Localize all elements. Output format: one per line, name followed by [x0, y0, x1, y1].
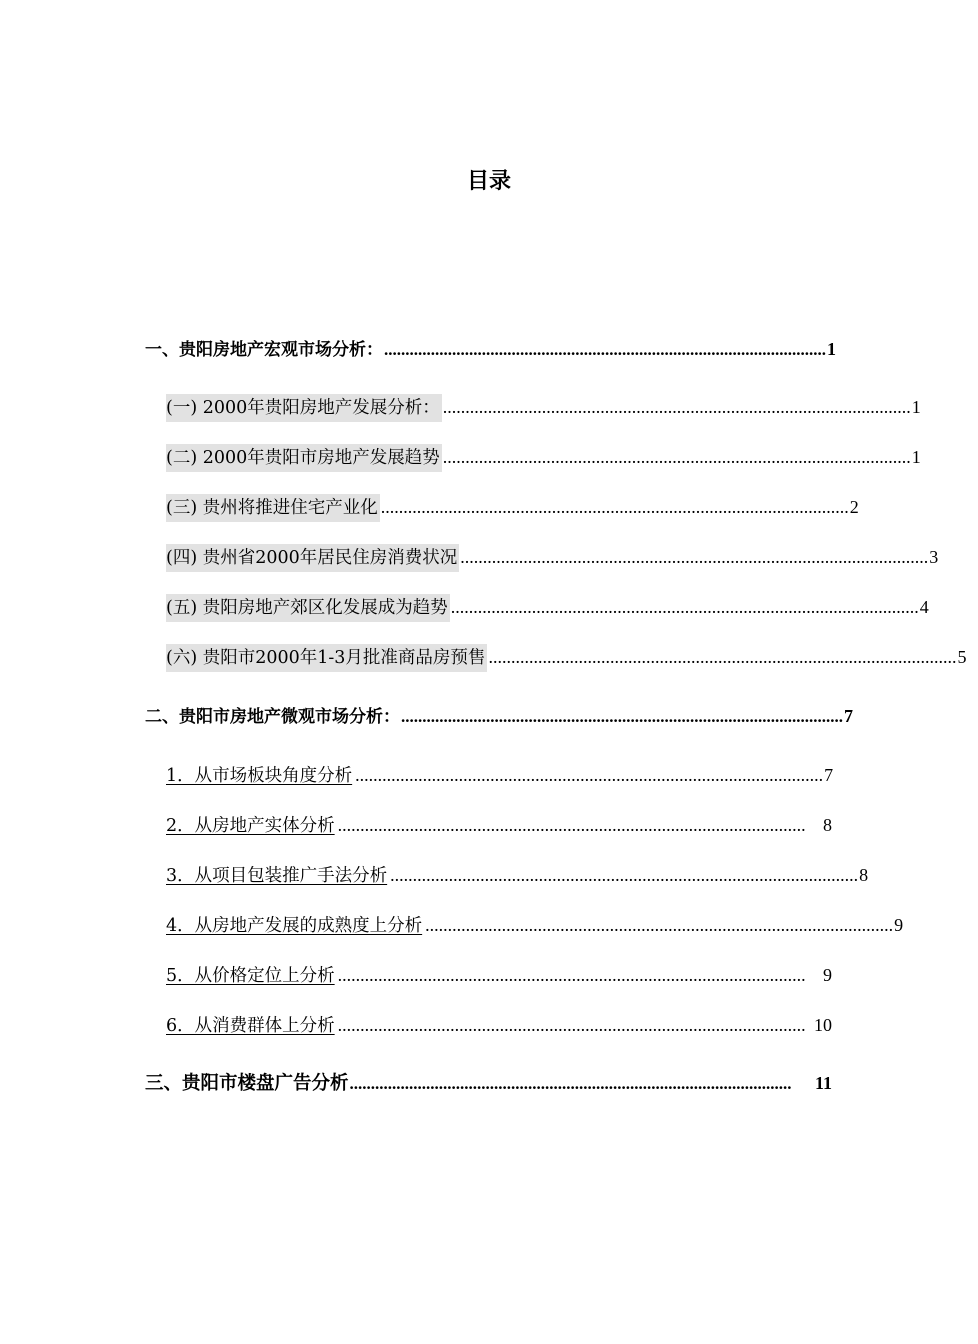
toc-page-number: 7	[844, 706, 853, 726]
dot-leader: ........................................................................................................	[442, 397, 911, 417]
toc-entry-2-6[interactable]	[166, 1011, 832, 1040]
toc-page-number: 1	[911, 397, 921, 417]
dot-leader: ........................................................................................................	[380, 497, 849, 517]
toc-entry-1-6[interactable]	[166, 643, 967, 672]
toc-entry-label: 1．从市场板块角度分析	[166, 766, 353, 786]
toc-entry-label: (五) 贵阳房地产郊区化发展成为趋势	[166, 594, 450, 622]
dot-leader: ........................................................................................................	[355, 765, 824, 785]
dot-leader: ........................................................................................................	[425, 915, 894, 935]
toc-entry-2-5[interactable]	[166, 961, 832, 990]
toc-page-number: 10	[814, 1015, 832, 1035]
toc-entry-label: 4．从房地产发展的成熟度上分析	[166, 916, 423, 936]
toc-entry-label: 5．从价格定位上分析	[166, 966, 335, 986]
toc-page-number: 9	[823, 965, 832, 985]
toc-entry-2-2[interactable]	[166, 811, 832, 840]
toc-entry-label: 三、贵阳市楼盘广告分析	[145, 1073, 349, 1094]
toc-entry-1-2[interactable]	[166, 443, 921, 472]
dot-leader: ........................................................................................................	[401, 707, 843, 726]
toc-page-number: 8	[859, 865, 869, 885]
toc-entry-2-1[interactable]	[166, 761, 832, 790]
toc-entry-1-4[interactable]	[166, 543, 939, 572]
toc-page-number: 11	[814, 1073, 832, 1093]
toc-entry-section-1[interactable]	[145, 335, 836, 364]
page-title: 目录	[466, 169, 511, 194]
toc-entry-label: (六) 贵阳市2000年1-3月批准商品房预售	[166, 644, 487, 672]
toc-entry-label: (四) 贵州省2000年居民住房消费状况	[166, 544, 459, 572]
toc-entry-2-4[interactable]	[166, 911, 904, 940]
dot-leader: ........................................................................................................	[349, 1074, 792, 1093]
dot-leader: ........................................................................................................	[442, 447, 911, 467]
toc-entry-label: 3．从项目包装推广手法分析	[166, 866, 388, 886]
toc-page-number: 4	[919, 597, 929, 617]
toc-page-number: 8	[823, 815, 832, 835]
dot-leader: ........................................................................................................	[337, 815, 806, 835]
toc-page-number: 1	[911, 447, 921, 467]
toc-entry-1-1[interactable]	[166, 393, 921, 422]
toc-page-number: 5	[957, 647, 967, 667]
dot-leader: ........................................................................................................	[384, 340, 826, 359]
toc-entry-label: 一、贵阳房地产宏观市场分析：	[145, 340, 383, 360]
toc-entry-label: 2．从房地产实体分析	[166, 816, 335, 836]
dot-leader: ........................................................................................................	[488, 647, 957, 667]
toc-entry-2-3[interactable]	[166, 861, 869, 890]
toc-entry-1-5[interactable]	[166, 593, 929, 622]
dot-leader: ........................................................................................................	[390, 865, 859, 885]
toc-entry-section-3[interactable]	[145, 1069, 832, 1098]
toc-page-number: 1	[827, 339, 836, 359]
toc-entry-section-2[interactable]	[145, 702, 853, 731]
toc-entry-label: (三) 贵州将推进住宅产业化	[166, 494, 380, 522]
toc-entry-label: 二、贵阳市房地产微观市场分析：	[145, 707, 400, 727]
dot-leader: ........................................................................................................	[337, 1015, 806, 1035]
dot-leader: ........................................................................................................	[337, 965, 806, 985]
dot-leader: ........................................................................................................	[460, 547, 929, 567]
toc-entry-label: (二) 2000年贵阳市房地产发展趋势	[166, 444, 442, 472]
toc-page-number: 3	[929, 547, 939, 567]
toc-page-number: 9	[894, 915, 904, 935]
toc-page-number: 7	[824, 765, 834, 785]
toc-entry-label: (一) 2000年贵阳房地产发展分析：	[166, 394, 442, 422]
toc-entry-1-3[interactable]	[166, 493, 859, 522]
toc-entry-label: 6．从消费群体上分析	[166, 1016, 335, 1036]
dot-leader: ........................................................................................................	[450, 597, 919, 617]
toc-page-number: 2	[849, 497, 859, 517]
